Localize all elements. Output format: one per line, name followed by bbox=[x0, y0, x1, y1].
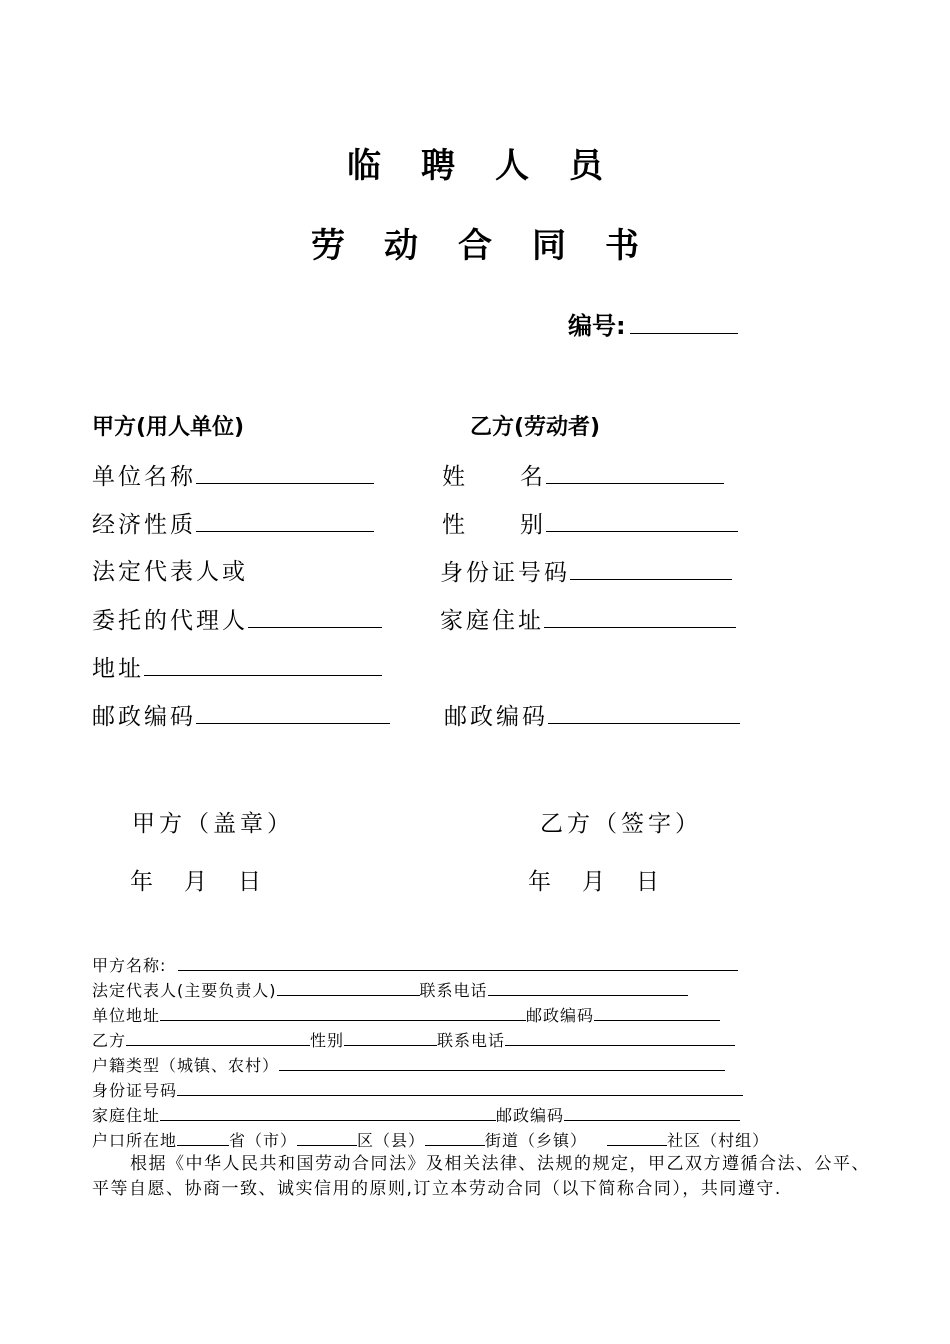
party-a-unit-name bbox=[92, 457, 374, 491]
preamble-paragraph bbox=[92, 1152, 872, 1202]
field-label: 单位地址 bbox=[92, 1006, 161, 1025]
party-a-name-input[interactable] bbox=[178, 955, 738, 971]
name-input[interactable] bbox=[546, 457, 724, 484]
field-label: 经济性质 bbox=[92, 512, 196, 538]
info-legal-rep-row bbox=[92, 978, 688, 1001]
party-b-date: 年 月 日 bbox=[528, 869, 663, 895]
hukou-input[interactable] bbox=[177, 1130, 229, 1146]
info-party-b-row bbox=[92, 1028, 735, 1051]
phone-input[interactable] bbox=[505, 1030, 735, 1046]
field-label: 地址 bbox=[92, 656, 144, 682]
field-label: 邮政编码 bbox=[92, 704, 196, 730]
party-b-home-address bbox=[440, 601, 736, 635]
title-char: 劳 bbox=[311, 226, 345, 266]
field-label: 邮政编码 bbox=[526, 1006, 595, 1025]
id-number-input[interactable] bbox=[177, 1080, 743, 1096]
contract-number-label: 编号: bbox=[568, 312, 626, 340]
party-b-input[interactable] bbox=[126, 1030, 310, 1046]
field-label: 乙方 bbox=[92, 1031, 127, 1050]
party-b-sign-label: 乙方（签字） bbox=[540, 811, 702, 837]
field-label: 姓 名 bbox=[442, 464, 546, 490]
party-a-address bbox=[92, 649, 382, 683]
field-label: 家庭住址 bbox=[92, 1106, 161, 1125]
field-label: 社区（村组） bbox=[667, 1131, 770, 1150]
province-input[interactable] bbox=[297, 1130, 357, 1146]
id-number-input[interactable] bbox=[570, 553, 732, 580]
party-a-date: 年 月 日 bbox=[130, 869, 265, 895]
postcode-input[interactable] bbox=[196, 697, 390, 724]
party-a-economic-nature bbox=[92, 505, 374, 539]
field-label: 邮政编码 bbox=[496, 1106, 565, 1125]
party-b-name bbox=[442, 457, 724, 491]
field-label: 联系电话 bbox=[419, 981, 488, 1000]
district-input[interactable] bbox=[425, 1130, 485, 1146]
contract-number-input[interactable] bbox=[630, 307, 738, 334]
field-label: 户口所在地 bbox=[92, 1131, 178, 1150]
title-char: 书 bbox=[605, 226, 639, 266]
postcode-input[interactable] bbox=[594, 1005, 720, 1021]
party-a-postcode bbox=[92, 697, 390, 731]
legal-rep-input[interactable] bbox=[277, 980, 420, 996]
gender-input[interactable] bbox=[344, 1030, 437, 1046]
party-b-gender bbox=[442, 505, 738, 539]
field-label: 身份证号码 bbox=[440, 560, 570, 586]
field-label: 家庭住址 bbox=[440, 608, 544, 634]
info-unit-address-row bbox=[92, 1003, 720, 1026]
title-char: 人 bbox=[495, 146, 529, 186]
field-label: 区（县） bbox=[357, 1131, 426, 1150]
home-address-input[interactable] bbox=[160, 1105, 496, 1121]
field-label: 身份证号码 bbox=[92, 1081, 178, 1100]
party-a-legal-rep bbox=[92, 553, 248, 586]
party-a-seal-label: 甲方（盖章） bbox=[132, 811, 294, 837]
field-label: 联系电话 bbox=[437, 1031, 506, 1050]
party-b-id-number bbox=[440, 553, 732, 587]
field-label: 性 别 bbox=[442, 512, 546, 538]
title-char: 动 bbox=[384, 226, 418, 266]
field-label: 法定代表人或 bbox=[92, 559, 248, 585]
household-type-input[interactable] bbox=[279, 1055, 725, 1071]
unit-name-input[interactable] bbox=[196, 457, 374, 484]
unit-address-input[interactable] bbox=[160, 1005, 526, 1021]
title-char: 合 bbox=[458, 226, 492, 266]
field-label: 单位名称 bbox=[92, 464, 196, 490]
field-label: 街道（乡镇） bbox=[485, 1131, 588, 1150]
field-label: 省（市） bbox=[229, 1131, 298, 1150]
title-char: 员 bbox=[569, 146, 603, 186]
field-label: 户籍类型（城镇、农村） bbox=[92, 1056, 280, 1075]
info-party-a-name bbox=[92, 953, 738, 976]
postcode-input[interactable] bbox=[564, 1105, 740, 1121]
phone-input[interactable] bbox=[488, 980, 688, 996]
title-char: 同 bbox=[532, 226, 566, 266]
info-household-type-row bbox=[92, 1053, 725, 1076]
field-label: 性别 bbox=[310, 1031, 345, 1050]
field-label: 委托的代理人 bbox=[92, 608, 248, 634]
street-input[interactable] bbox=[607, 1130, 667, 1146]
economic-nature-input[interactable] bbox=[196, 505, 374, 532]
party-b-heading: 乙方(劳动者) bbox=[470, 415, 601, 440]
title-char: 聘 bbox=[421, 146, 455, 186]
gender-input[interactable] bbox=[546, 505, 738, 532]
field-label: 法定代表人(主要负责人) bbox=[92, 981, 277, 1000]
contract-number bbox=[568, 306, 738, 341]
home-address-input[interactable] bbox=[544, 601, 736, 628]
party-a-agent bbox=[92, 601, 382, 635]
party-b-postcode bbox=[444, 697, 740, 731]
info-id-number-row bbox=[92, 1078, 743, 1101]
agent-input[interactable] bbox=[248, 601, 382, 628]
title-char: 临 bbox=[347, 146, 381, 186]
info-home-address-row bbox=[92, 1103, 740, 1126]
info-hukou-row bbox=[92, 1128, 769, 1151]
field-label: 甲方名称: bbox=[92, 956, 167, 975]
field-label: 邮政编码 bbox=[444, 704, 548, 730]
party-a-heading: 甲方(用人单位) bbox=[92, 415, 245, 440]
address-input[interactable] bbox=[144, 649, 382, 676]
postcode-input[interactable] bbox=[548, 697, 740, 724]
preamble-text: 根据《中华人民共和国劳动合同法》及相关法律、法规的规定，甲乙双方遵循合法、公平、平等自愿、协商一致、诚实信用的原则,订立本劳动合同（以下简称合同），共同遵守. bbox=[92, 1154, 870, 1199]
